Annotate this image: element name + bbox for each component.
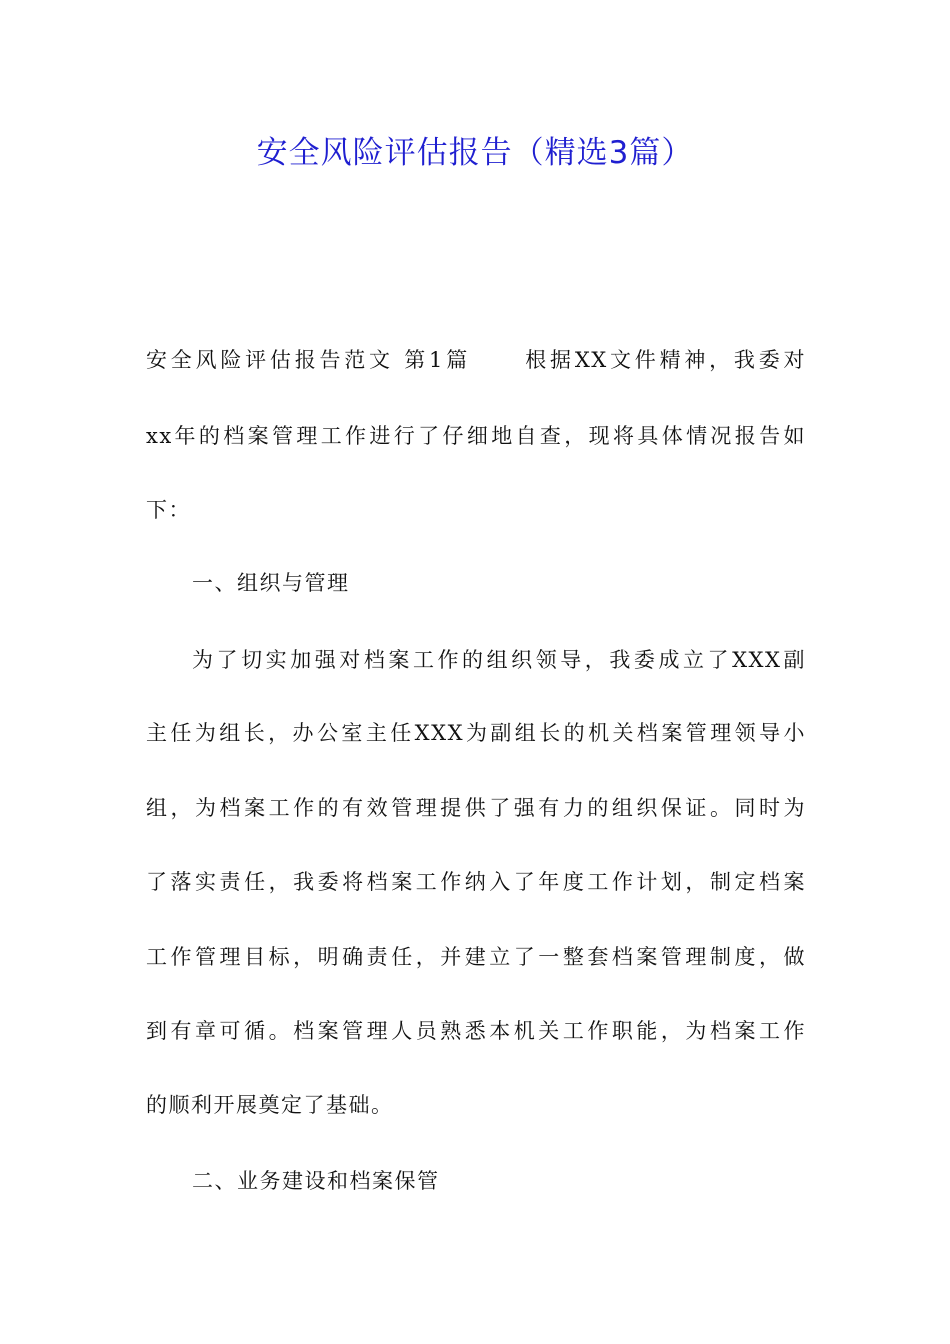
paragraph-line: 主任为组长，办公室主任XXX为副组长的机关档案管理领导小 [146,721,806,745]
paragraph-line: 下： [146,498,191,522]
paragraph-line: xx年的档案管理工作进行了仔细地自查，现将具体情况报告如 [146,424,806,448]
paragraph-line: 到有章可循。档案管理人员熟悉本机关工作职能，为档案工作 [146,1019,806,1043]
paragraph-line [146,345,806,375]
section-heading: 二、业务建设和档案保管 [192,1169,440,1193]
intro-text: 根据XX文件精神，我委对 [522,348,806,372]
paragraph-line: 为了切实加强对档案工作的组织领导，我委成立了XXX副 [192,648,806,672]
paragraph-line: 了落实责任，我委将档案工作纳入了年度工作计划，制定档案 [146,870,806,894]
paragraph-line: 组，为档案工作的有效管理提供了强有力的组织保证。同时为 [146,796,806,820]
paragraph-line: 工作管理目标，明确责任，并建立了一整套档案管理制度，做 [146,945,806,969]
paragraph-line: 的顺利开展奠定了基础。 [146,1093,394,1117]
section-heading-inline: 安全风险评估报告范文 第1篇 [146,348,471,372]
section-heading: 一、组织与管理 [192,571,350,595]
document-title: 安全风险评估报告（精选3篇） [256,135,694,171]
